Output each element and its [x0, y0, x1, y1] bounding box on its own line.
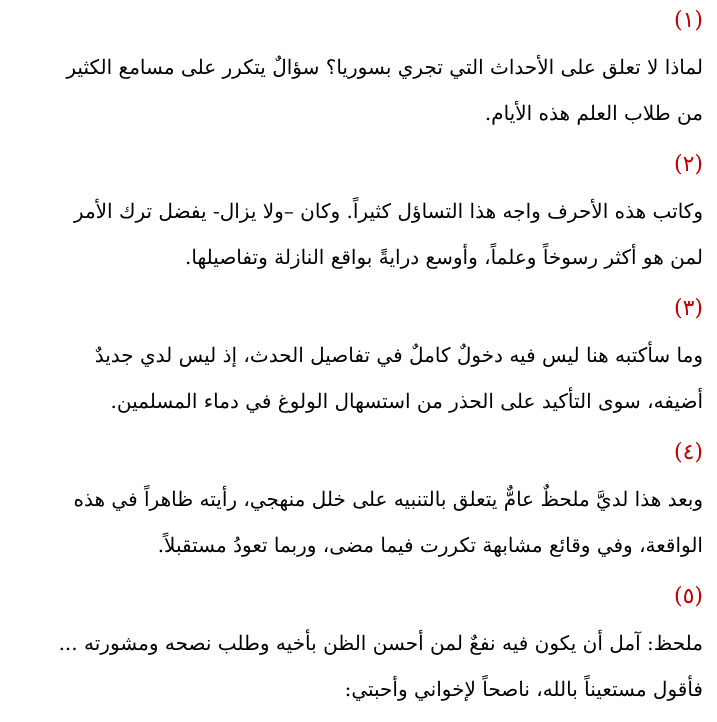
section-1-number: (١) [673, 8, 703, 33]
section-2-number: (٢) [673, 152, 703, 177]
section-5-line-1: ملحظ: آمل أن يكون فيه نفعٌ لمن أحسن الظن بأخيه وطلب نصحه ومشورته ... [58, 631, 703, 655]
section-2-line-1: وكاتب هذه الأحرف واجه هذا التساؤل كثيراً. وكان –ولا يزال- يفضل ترك الأمر [73, 199, 703, 223]
section-1-line-1: لماذا لا تعلق على الأحداث التي تجري بسوريا؟ سؤالٌ يتكرر على مسامع الكثير [66, 55, 703, 79]
section-2-line-2: لمن هو أكثر رسوخاً وعلماً، وأوسع درايةً بواقع النازلة وتفاصيلها. [185, 245, 703, 269]
section-4-line-1: وبعد هذا لديَّ ملحظٌ عامٌّ يتعلق بالتنبيه على خلل منهجي، رأيته ظاهراً في هذه [73, 487, 703, 511]
section-3-line-1: وما سأكتبه هنا ليس فيه دخولٌ كاملٌ في تفاصيل الحدث، إذ ليس لدي جديدٌ [94, 343, 703, 367]
section-3-number: (٣) [673, 296, 703, 321]
section-5-line-2: فأقول مستعيناً بالله، ناصحاً لإخواني وأحبتي: [344, 677, 703, 701]
section-3-line-2: أضيفه، سوى التأكيد على الحذر من استسهال الولوغ في دماء المسلمين. [110, 389, 703, 413]
section-4-number: (٤) [673, 440, 703, 465]
section-1-line-2: من طلاب العلم هذه الأيام. [484, 101, 703, 125]
section-4-line-2: الواقعة، وفي وقائع مشابهة تكررت فيما مضى، وربما تعودُ مستقبلاً. [157, 533, 703, 557]
section-5-number: (٥) [673, 584, 703, 609]
